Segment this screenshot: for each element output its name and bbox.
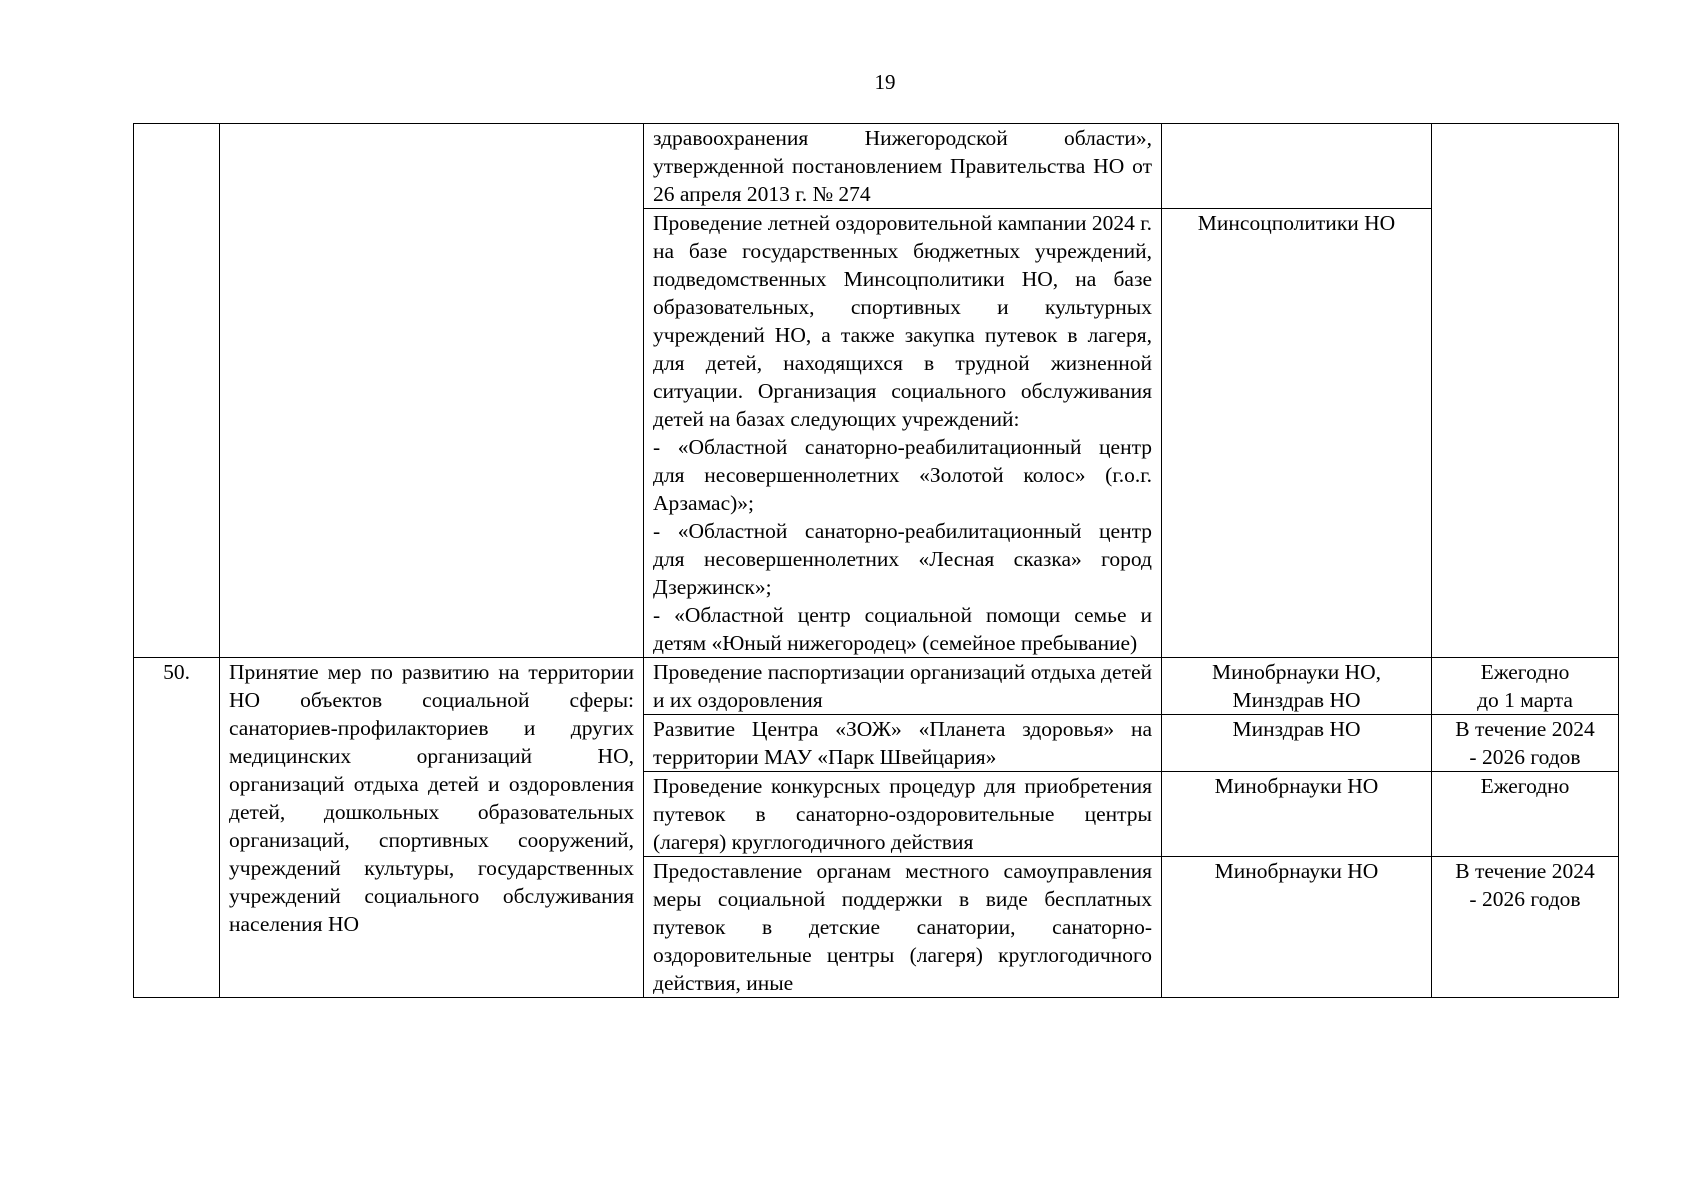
- deadline-line: - 2026 годов: [1469, 745, 1581, 769]
- deadline-line: В течение 2024: [1455, 717, 1595, 741]
- list-item: - «Областной санаторно-реабилитационный центр для несовершеннолетних «Лесная сказка» город Дзержинск»;: [653, 519, 1152, 599]
- executor-line: Минздрав НО: [1232, 688, 1361, 712]
- deadline-line: до 1 марта: [1477, 688, 1573, 712]
- deadline-line: - 2026 годов: [1469, 887, 1581, 911]
- executor-cell: Минсоцполитики НО: [1162, 209, 1432, 658]
- deadline-cell: [1432, 124, 1619, 658]
- executor-line: Минобрнауки НО,: [1211, 660, 1382, 684]
- measure-cell: [220, 124, 644, 658]
- executor-cell: Минобрнауки НО: [1162, 857, 1432, 998]
- event-cell: Развитие Центра «ЗОЖ» «Планета здоровья» на территории МАУ «Парк Швейцария»: [644, 715, 1162, 772]
- executor-cell: [1162, 124, 1432, 209]
- deadline-line: Ежегодно: [1480, 660, 1570, 684]
- table-row: [134, 124, 1619, 209]
- deadline-cell: [1432, 715, 1619, 772]
- deadline-cell: [1432, 857, 1619, 998]
- table-row: [134, 658, 1619, 715]
- measures-table: [133, 123, 1619, 998]
- deadline-cell: [1432, 658, 1619, 715]
- executor-cell: Минобрнауки НО: [1162, 772, 1432, 857]
- event-cell: Проведение паспортизации организаций отдыха детей и их оздоровления: [644, 658, 1162, 715]
- list-item: - «Областной центр социальной помощи семье и детям «Юный нижегородец» (семейное пребывание): [653, 603, 1152, 655]
- deadline-cell: Ежегодно: [1432, 772, 1619, 857]
- event-cell: [644, 209, 1162, 658]
- event-cell: Предоставление органам местного самоуправления меры социальной поддержки в виде бесплатных путевок в детские санатории, санаторно-оздоровительные центры (лагеря) круглогодичного действия, иные: [644, 857, 1162, 998]
- page-number: 19: [874, 70, 896, 94]
- list-item: - «Областной санаторно-реабилитационный центр для несовершеннолетних «Золотой колос» (г.о.г. Арзамас)»;: [653, 435, 1152, 515]
- row-number-cell: [134, 124, 220, 658]
- row-number-cell: 50.: [134, 658, 220, 998]
- event-cell: здравоохранения Нижегородской области», утвержденной постановлением Правительства НО от 26 апреля 2013 г. № 274: [644, 124, 1162, 209]
- executor-cell: [1162, 658, 1432, 715]
- event-cell: Проведение конкурсных процедур для приобретения путевок в санаторно-оздоровительные центры (лагеря) круглогодичного действия: [644, 772, 1162, 857]
- deadline-line: В течение 2024: [1455, 859, 1595, 883]
- measure-cell: Принятие мер по развитию на территории НО объектов социальной сферы: санаториев-профилакториев и других медицинских организаций НО, организаций отдыха детей и оздоровления детей, дошкольных образовательных организаций, спортивных сооружений, учреждений культуры, государственных учреждений социального обслуживания населения НО: [220, 658, 644, 998]
- executor-cell: Минздрав НО: [1162, 715, 1432, 772]
- event-text: Проведение летней оздоровительной кампании 2024 г. на базе государственных бюджетных учреждений, подведомственных Минсоцполитики НО, на базе образовательных, спортивных и культурных учреждений НО, а также закупка путевок в лагеря, для детей, находящихся в трудной жизненной ситуации. Организация социального обслуживания детей на базах следующих учреждений:: [653, 211, 1152, 431]
